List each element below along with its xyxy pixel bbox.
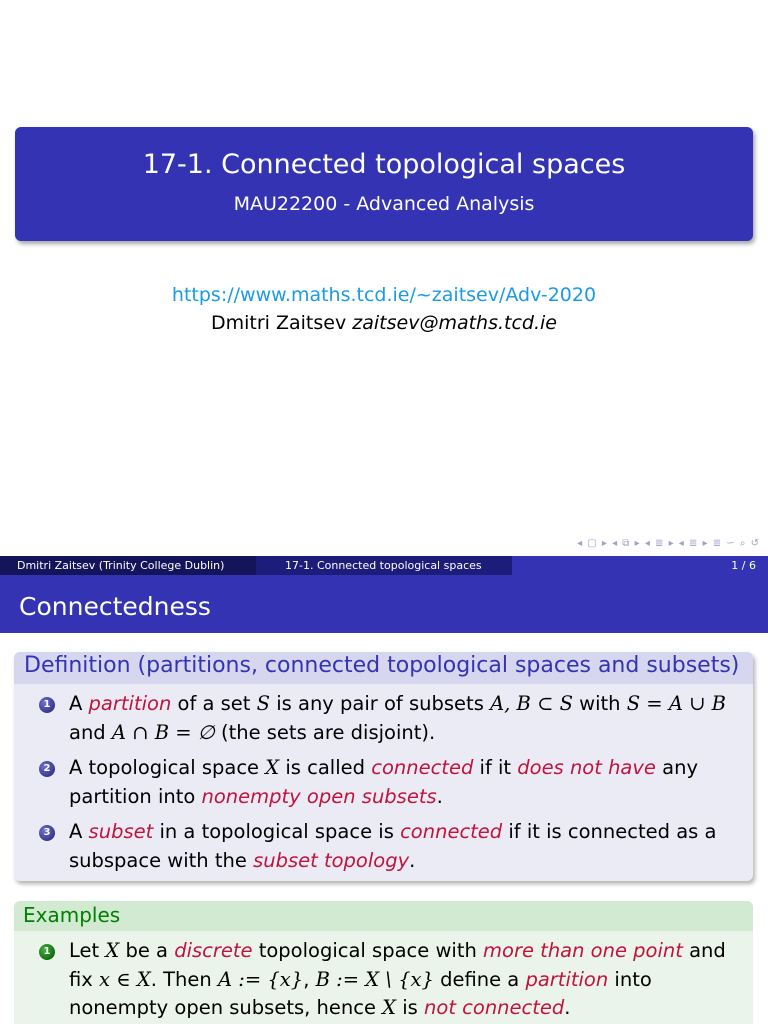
item-number-icon: 1 bbox=[39, 697, 55, 713]
examples-heading: Examples bbox=[14, 901, 753, 931]
slide-footer bbox=[0, 556, 768, 575]
definition-heading: Definition (partitions, connected topological spaces and subsets) bbox=[14, 652, 753, 684]
course-url-link[interactable]: https://www.maths.tcd.ie/~zaitsev/Adv-2020 bbox=[171, 284, 597, 306]
author-name: Dmitri Zaitsev bbox=[211, 312, 347, 334]
item-number-icon: 3 bbox=[39, 825, 55, 841]
slide-subtitle: MAU22200 - Advanced Analysis bbox=[233, 193, 535, 215]
navigation-symbols-icon[interactable]: ◂ ▢ ▸ ◂ ⧉ ▸ ◂ ≣ ▸ ◂ ≣ ▸ ≣ ∽ ⌕ ↺ bbox=[577, 538, 760, 549]
list-item: 3 A subset in a topological space is connected if it is connected as a subspace with the subset topology. bbox=[14, 818, 753, 875]
list-item: 1 A partition of a set S is any pair of subsets A, B ⊂ S with S = A ∪ B and A ∩ B = ∅ (the sets are disjoint). bbox=[14, 690, 753, 747]
item-number-icon: 2 bbox=[39, 761, 55, 777]
title-box bbox=[15, 127, 753, 241]
examples-list bbox=[14, 937, 753, 1024]
list-item: 1 Let X be a discrete topological space with more than one point and fix x ∈ X. Then A := {x}, B := X \ {x} define a partition into nonempty open subsets, hence X is not connected. bbox=[14, 937, 753, 1023]
slide-title: 17-1. Connected topological spaces bbox=[142, 149, 626, 180]
author-line bbox=[0, 312, 768, 334]
footer-author: Dmitri Zaitsev (Trinity College Dublin) bbox=[0, 556, 256, 575]
item-number-icon: 1 bbox=[39, 944, 55, 960]
definition-list bbox=[14, 690, 753, 881]
list-item: 2 A topological space X is called connected if it does not have any partition into nonempty open subsets. bbox=[14, 754, 753, 811]
examples-block bbox=[14, 901, 753, 1024]
frame-title: Connectedness bbox=[0, 575, 768, 633]
definition-block bbox=[14, 652, 753, 881]
author-email: zaitsev@maths.tcd.ie bbox=[352, 312, 557, 334]
footer-title: 17-1. Connected topological spaces bbox=[256, 556, 512, 575]
footer-page-number: 1 / 6 bbox=[512, 556, 768, 575]
